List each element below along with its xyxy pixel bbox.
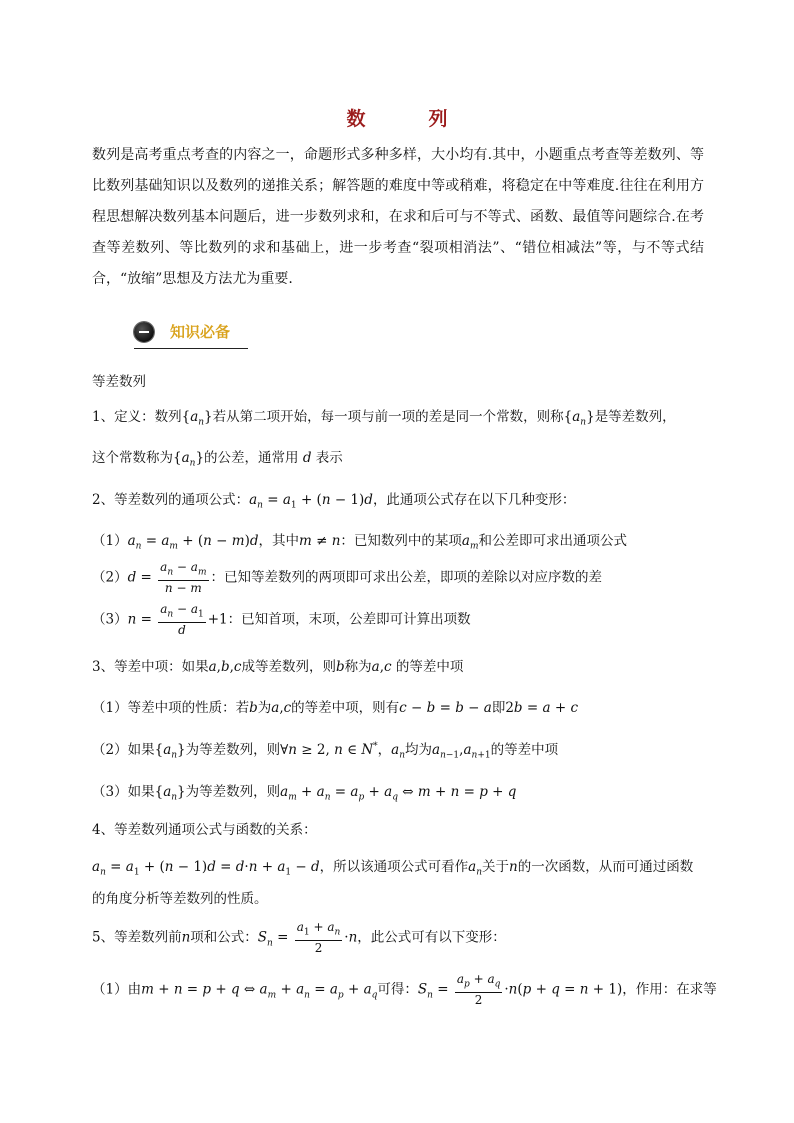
section-heading	[134, 318, 248, 349]
mean-property-1-line: （1）等差中项的性质：若b为a,c的等差中项，则有c − b = b − a即2b = a + c	[92, 700, 579, 716]
variant-1-line: $(1)a_n = a_m + (n - m)d$，其中m ≠ n：已知数列中的某项$a_m$和公差即可求出通项公式	[92, 533, 628, 552]
section-label: 知识必备	[170, 323, 231, 341]
definition-line-2: 这个常数称为$\{a_n\}$的公差，通常用 d 表示	[92, 450, 343, 469]
variant-2-line: （2）d = $\frac{a_n - a_m}{n - m}$ ：已知等差数列的两项即可求出公差，即项的差除以对应序数的差	[92, 560, 602, 596]
mean-property-2-line: （2）如果$\{a_n\}$为等差数列，则∀n ≥ 2, n ∈ N*，$a_n$均为$a_{n-1},a_{n+1}$的等差中项	[92, 741, 559, 761]
page-title: 数 列	[346, 108, 470, 130]
variant-3-line: （3）n = $\frac{a_n - a_1}{d}$ +1：已知首项，末项，公差即可计算出项数	[92, 602, 471, 638]
minus-circle-icon	[134, 322, 154, 342]
subheading: 等差数列	[92, 374, 146, 390]
sum-formula-line: 5、等差数列前n项和公式：$S_n$ = $\frac{a_1 + a_n}{2}$ ·n，此公式可有以下变形：	[92, 920, 506, 956]
arithmetic-mean-line: 3、等差中项：如果a,b,c成等差数列，则b称为a,c 的等差中项	[92, 659, 464, 675]
function-relation-heading: 4、等差数列通项公式与函数的关系：	[92, 822, 317, 838]
mean-property-3-line: （3）如果$\{a_n\}$为等差数列，则$a_m + a_n = a_p + a_q$ ⇔ m + n = p + q	[92, 784, 517, 803]
definition-line: 1、定义：数列$\{a_n\}$若从第二项开始，每一项与前一项的差是同一个常数，则称$\{a_n\}$是等差数列，	[92, 409, 676, 428]
sum-variant-1-line: （1）由m + n = p + q ⇔ $a_m + a_n = a_p + a_q$可得：$S_n$ = $\frac{a_p + a_q}{2}$ ·n(p + q = n + 1)，作用：在求等	[92, 972, 717, 1008]
intro-paragraph	[92, 140, 704, 295]
function-relation-line-2: 的角度分析等差数列的性质。	[92, 891, 268, 907]
general-term-line: 2、等差数列的通项公式：$a_n = a_1 + (n - 1)d$，此通项公式存在以下几种变形：	[92, 492, 576, 511]
function-relation-line: $a_n = a_1 + (n - 1)d = d\cdot n + a_1 - d$，所以该通项公式可看作$a_n$关于n的一次函数，从而可通过函数	[92, 859, 694, 878]
intro-text: 数列是高考重点考查的内容之一，命题形式多种多样，大小均有.其中，小题重点考查等差数列、等比数列基础知识以及数列的递推关系；解答题的难度中等或稍难，将稳定在中等难度.往往在利用方程思想解决数列基本问题后，进一步数列求和，在求和后可与不等式、函数、最值等问题综合.在考查等差数列、等比数列的求和基础上，进一步考查“裂项相消法”、“错位相减法”等，与不等式结合，“放缩”思想及方法尤为重要.	[92, 147, 704, 287]
